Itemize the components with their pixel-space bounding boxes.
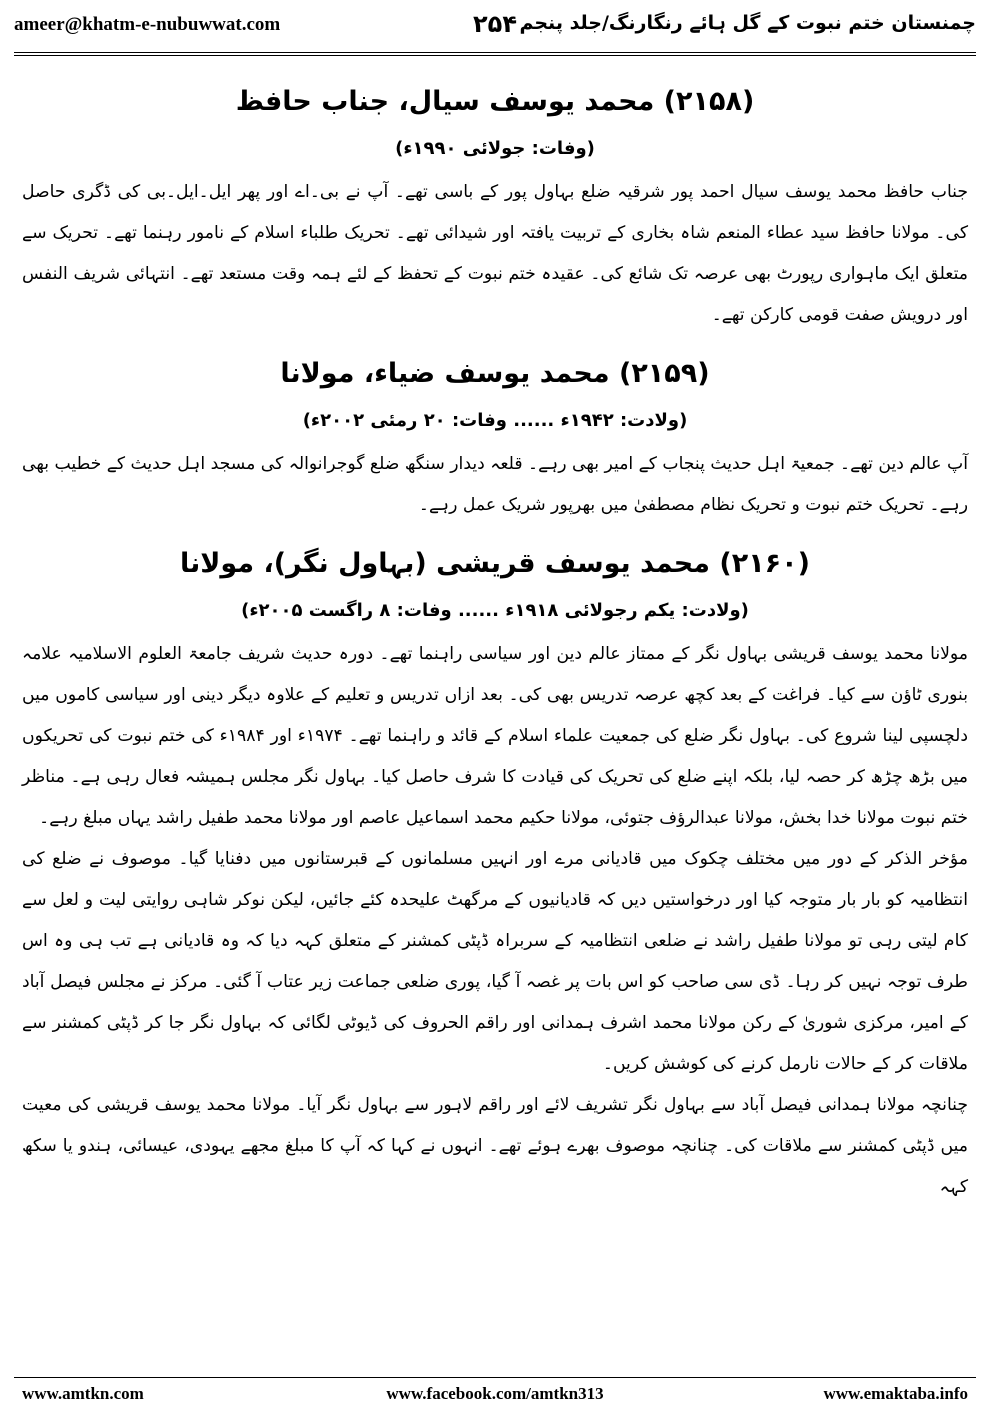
footer-link-amtkn[interactable]: www.amtkn.com <box>22 1384 144 1403</box>
footer-link-facebook[interactable]: www.facebook.com/amtkn313 <box>386 1384 604 1403</box>
entry-title: (۲۱۵۸) محمد یوسف سیال، جناب حافظ <box>235 86 755 117</box>
page-footer <box>22 1384 968 1410</box>
entry-2159 <box>22 354 968 526</box>
entry-2158 <box>22 82 968 336</box>
page-number: ۲۵۴ <box>473 10 517 38</box>
footer-rule <box>14 1377 976 1378</box>
entry-dates: (ولادت: یکم رجولائی ۱۹۱۸ء ...... وفات: ۸ راگست ۲۰۰۵ء) <box>241 600 749 621</box>
entry-paragraph: مولانا محمد یوسف قریشی بہاول نگر کے ممتاز عالم دین اور سیاسی راہنما تھے۔ دورہ حدیث شریف جامعۃ العلوم الاسلامیہ علامہ بنوری ٹاؤن سے کیا۔ فراغت کے بعد کچھ عرصہ تدریس بھی کی۔ بعد ازاں تدریس و تعلیم کے علاوہ دیگر دینی اور سیاسی کاموں میں دلچسپی لینا شروع کی۔ بہاول نگر ضلع کی جمعیت علماء اسلام کے قائد و راہنما تھے۔ ۱۹۷۴ء اور ۱۹۸۴ء کی ختم نبوت کی تحریکوں میں بڑھ چڑھ کر حصہ لیا، بلکہ اپنے ضلع کی تحریک کی قیادت کا شرف حاصل کیا۔ بہاول نگر مجلس ہمیشہ فعال رہی ہے۔ مناظر ختم نبوت مولانا خدا بخش، مولانا عبدالرؤف جتوئی، مولانا حکیم محمد اسماعیل عاصم اور مولانا محمد طفیل راشد یہاں مبلغ رہے۔ <box>22 644 968 828</box>
entry-paragraph: آپ عالم دین تھے۔ جمعیۃ اہل حدیث پنجاب کے امیر بھی رہے۔ قلعہ دیدار سنگھ ضلع گوجرانوالہ کی مسجد اہل حدیث کے خطیب بھی رہے۔ تحریک ختم نبوت و تحریک نظام مصطفیٰ میں بھرپور شریک عمل رہے۔ <box>22 454 968 515</box>
header-rule <box>14 52 976 56</box>
entry-dates: (ولادت: ۱۹۴۲ء ...... وفات: ۲۰ رمئی ۲۰۰۲ء) <box>302 410 688 431</box>
entry-title: (۲۱۵۹) محمد یوسف ضیاء، مولانا <box>280 358 710 389</box>
page-header <box>14 6 976 46</box>
entry-2160 <box>22 544 968 1208</box>
entry-title: (۲۱۶۰) محمد یوسف قریشی (بہاول نگر)، مولانا <box>180 548 810 579</box>
header-email[interactable]: ameer@khatm-e-nubuwwat.com <box>14 14 281 35</box>
entry-dates: (وفات: جولائی ۱۹۹۰ء) <box>395 138 595 159</box>
entry-paragraph: مؤخر الذکر کے دور میں مختلف چکوک میں قادیانی مرے اور انہیں مسلمانوں کے قبرستانوں میں دفنایا گیا۔ موصوف نے ضلع کی انتظامیہ کو بار بار متوجہ کیا اور درخواستیں دیں کہ قادیانیوں کے مرگھٹ علیحدہ کئے جائیں، لیکن نوکر شاہی روایتی لیت و لعل سے کام لیتی رہی تو مولانا طفیل راشد نے ضلعی انتظامیہ کے سربراہ ڈپٹی کمشنر کے متعلق کہہ دیا کہ وہ قادیانی ہے تب ہی وہ اس طرف توجہ نہیں کر رہا۔ ڈی سی صاحب کو اس بات پر غصہ آ گیا، پوری ضلعی جماعت زیر عتاب آ گئی۔ مرکز نے مجلس فیصل آباد کے امیر، مرکزی شوریٰ کے رکن مولانا محمد اشرف ہمدانی اور راقم الحروف کی ڈیوٹی لگائی کہ بہاول نگر جا کر ڈپٹی کمشنر سے ملاقات کر کے حالات نارمل کرنے کی کوشش کریں۔ <box>22 849 968 1074</box>
entry-paragraph: جناب حافظ محمد یوسف سیال احمد پور شرقیہ ضلع بہاول پور کے باسی تھے۔ آپ نے بی۔اے اور پھر ایل۔ایل۔بی کی ڈگری حاصل کی۔ مولانا حافظ سید عطاء المنعم شاہ بخاری کے تربیت یافتہ اور شیدائی تھے۔ تحریک طلباء اسلام کے نامور رہنما تھے۔ تحریک سے متعلق ایک ماہواری رپورٹ بھی عرصہ تک شائع کی۔ عقیدہ ختم نبوت کے تحفظ کے لئے ہمہ وقت مستعد تھے۔ انتہائی شریف النفس اور درویش صفت قومی کارکن تھے۔ <box>22 182 968 325</box>
book-title: چمنستان ختم نبوت کے گل ہائے رنگارنگ/جلد پنجم <box>519 12 976 34</box>
footer-link-emaktaba[interactable]: www.emaktaba.info <box>823 1384 968 1403</box>
page-content <box>22 64 968 1214</box>
entry-paragraph: چنانچہ مولانا ہمدانی فیصل آباد سے بہاول نگر تشریف لائے اور راقم لاہور سے بہاول نگر آیا۔ مولانا محمد یوسف قریشی کی معیت میں ڈپٹی کمشنر سے ملاقات کی۔ چنانچہ موصوف بھرے ہوئے تھے۔ انہوں نے کہا کہ آپ کا مبلغ مجھے یہودی، عیسائی، ہندو یا سکھ کہہ <box>22 1095 968 1197</box>
